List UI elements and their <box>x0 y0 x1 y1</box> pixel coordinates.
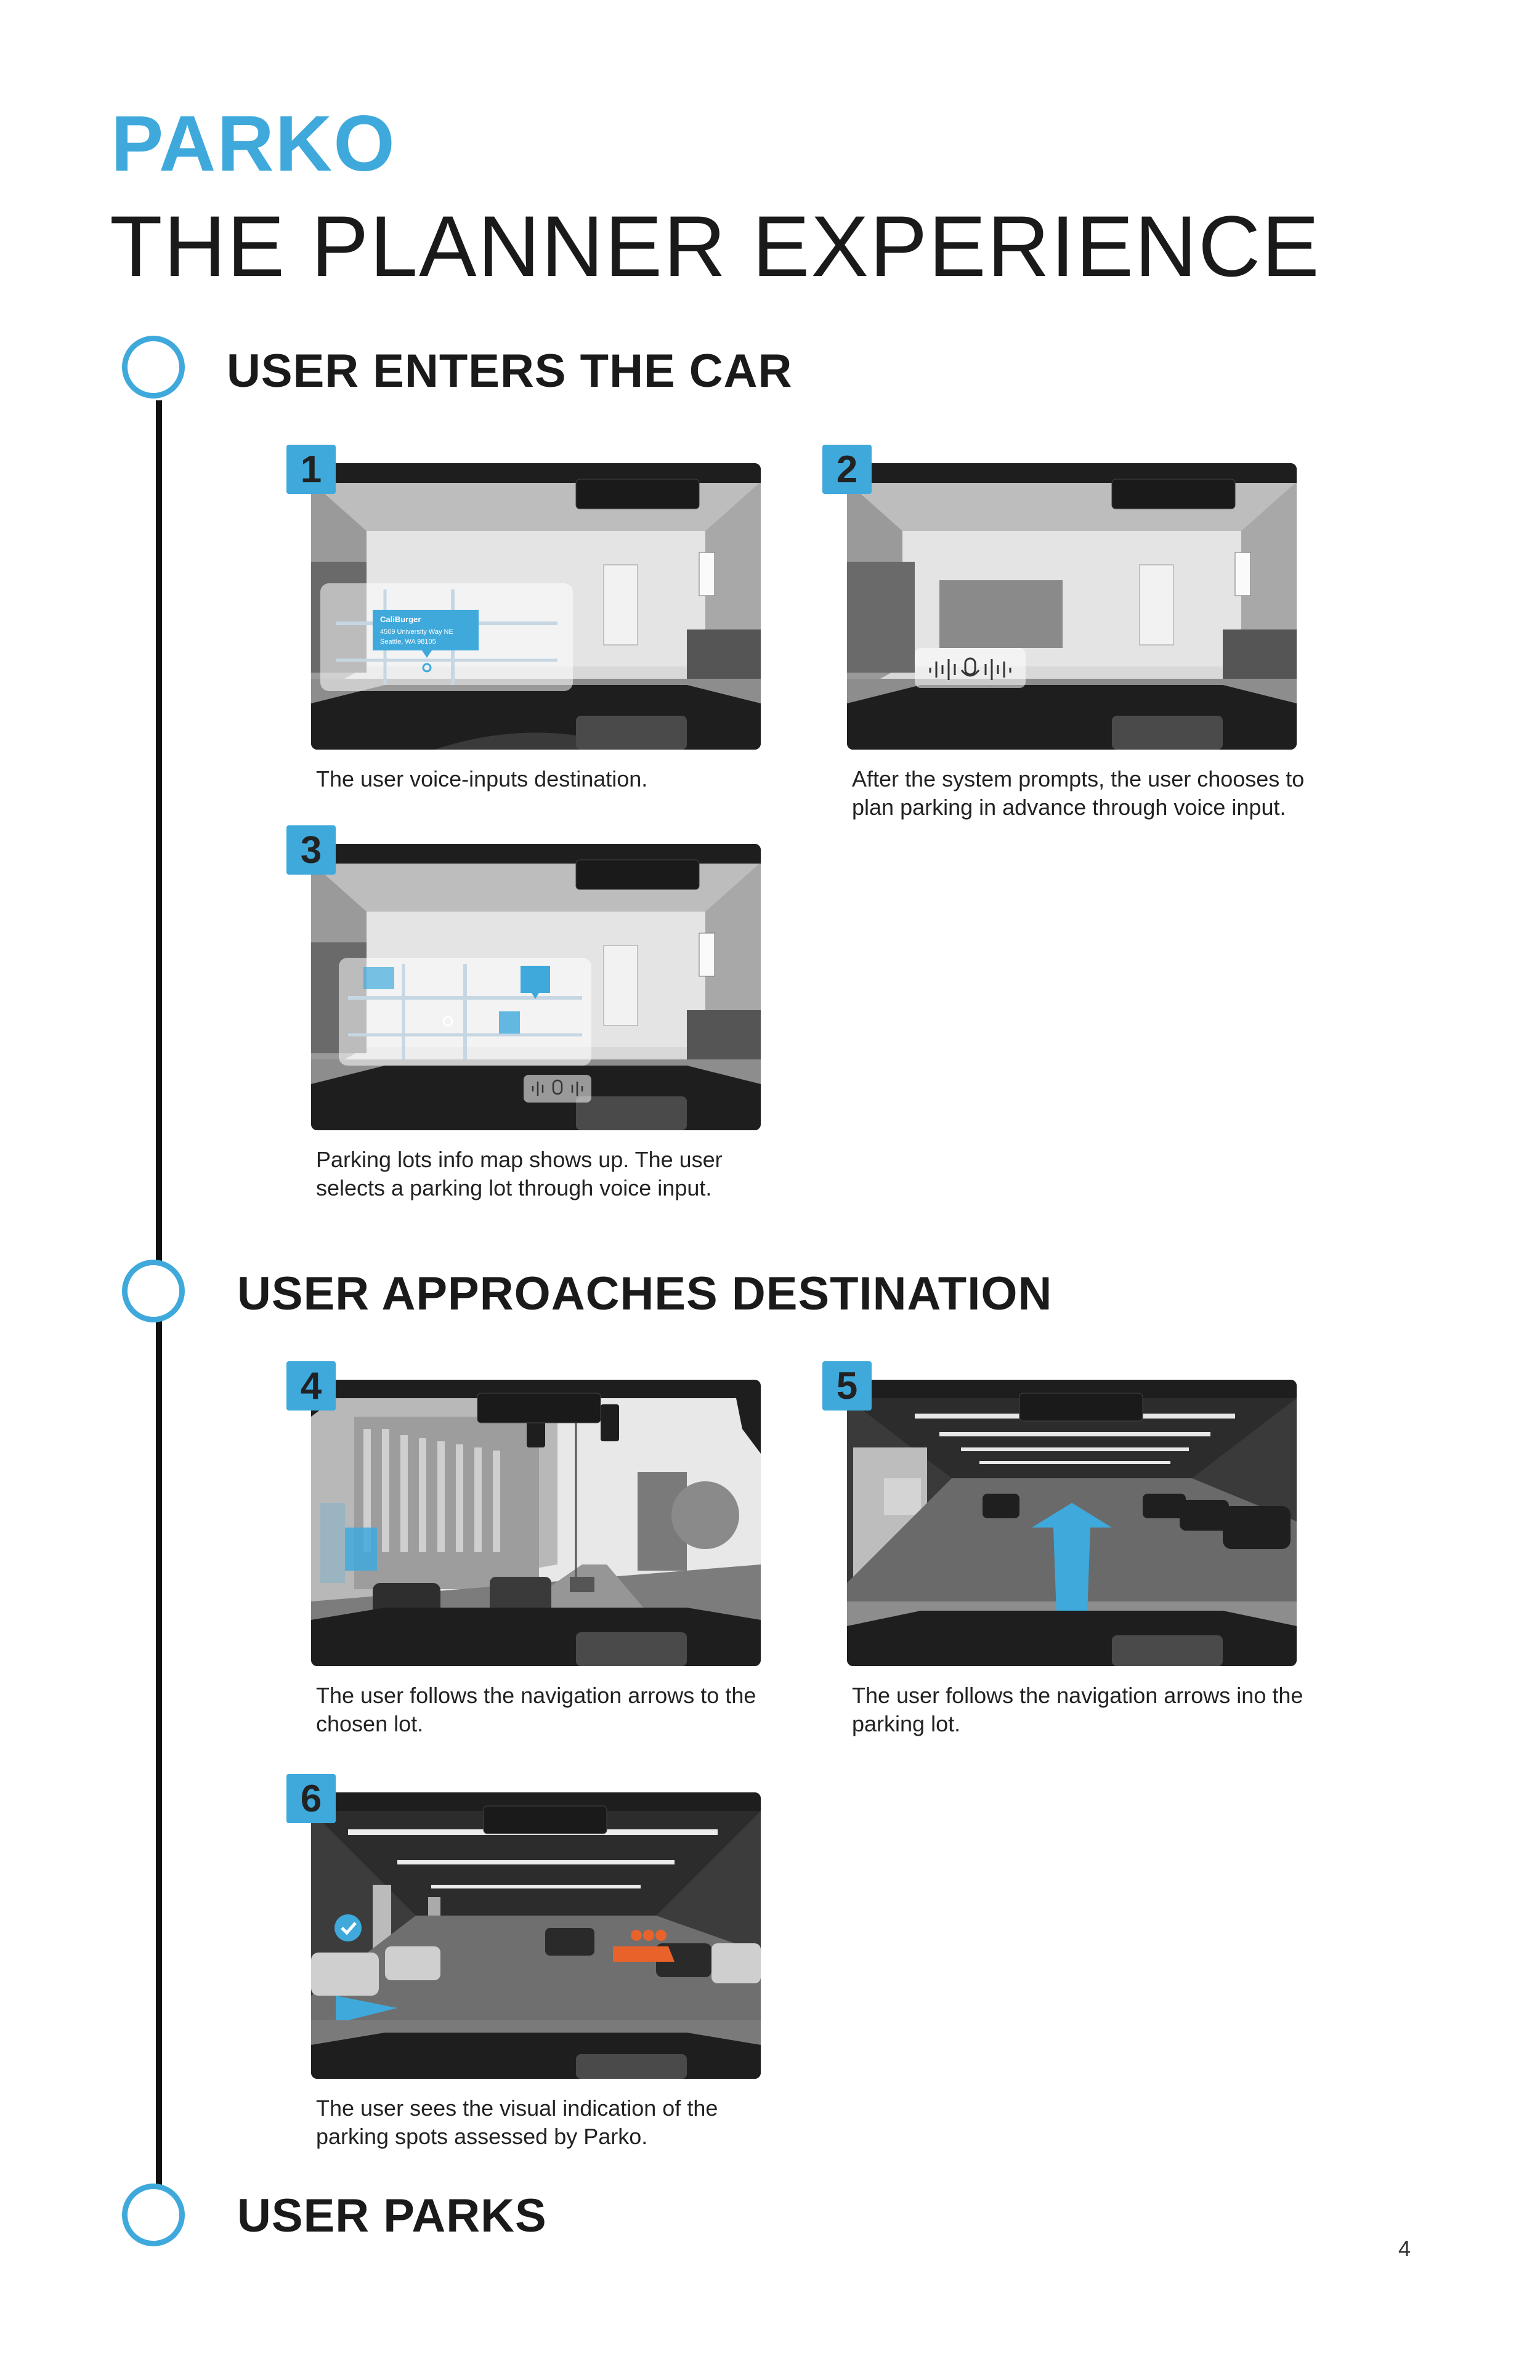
timeline-node-3 <box>122 2184 185 2246</box>
section-title-parks: USER PARKS <box>237 2190 547 2242</box>
step-number-badge: 6 <box>286 1774 336 1823</box>
step-number-badge: 2 <box>822 445 872 494</box>
street-navigation-image <box>311 1380 761 1666</box>
timeline-node-2 <box>122 1260 185 1322</box>
page-title: THE PLANNER EXPERIENCE <box>110 198 1321 294</box>
brand-title: PARKO <box>111 100 396 188</box>
garage-lot-map-image <box>311 844 761 1130</box>
parking-spot-assessment-image <box>311 1792 761 2079</box>
step-caption: The user voice-inputs destination. <box>316 766 648 791</box>
page-number: 4 <box>1398 2236 1411 2261</box>
step-5 <box>822 1361 1315 1755</box>
step-number-badge: 4 <box>286 1361 336 1411</box>
timeline-node-1 <box>122 336 185 399</box>
section-title-enters-car: USER ENTERS THE CAR <box>227 345 793 397</box>
overlay-address-line1: 4509 University Way NE <box>380 628 453 636</box>
overlay-address-line2: Seattle, WA 98105 <box>380 638 436 646</box>
overlay-place-name: CaliBurger <box>380 615 421 624</box>
step-4 <box>286 1361 779 1755</box>
step-caption: The user sees the visual indication of the parking spots assessed by Parko. <box>316 2095 718 2149</box>
step-6 <box>286 1774 779 2168</box>
step-2 <box>822 445 1315 839</box>
step-1 <box>286 445 779 839</box>
step-caption: The user follows the navigation arrows ino the parking lot. <box>852 1683 1303 1736</box>
step-caption: After the system prompts, the user chooses to plan parking in advance through voice input. <box>852 766 1305 820</box>
garage-windshield-image <box>311 463 761 750</box>
step-number-badge: 3 <box>286 825 336 875</box>
step-number-badge: 5 <box>822 1361 872 1411</box>
step-3 <box>286 825 779 1220</box>
step-caption: The user follows the navigation arrows to the chosen lot. <box>316 1683 756 1736</box>
step-caption: Parking lots info map shows up. The user selects a parking lot through voice input. <box>316 1147 723 1200</box>
garage-voice-prompt-image <box>847 463 1297 750</box>
garage-entry-arrow-image <box>847 1380 1297 1666</box>
step-number-badge: 1 <box>286 445 336 494</box>
section-title-approaches: USER APPROACHES DESTINATION <box>237 1268 1053 1320</box>
